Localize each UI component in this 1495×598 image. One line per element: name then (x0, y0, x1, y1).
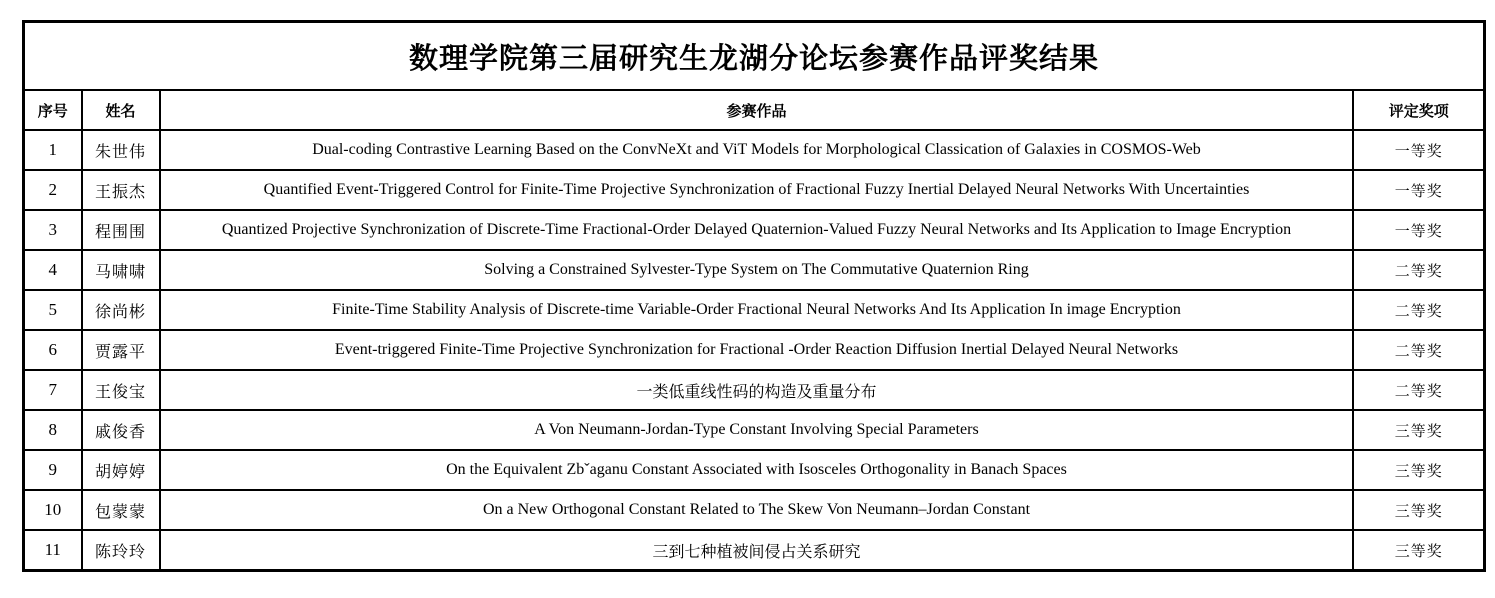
row-number-cell: 1 (24, 130, 82, 170)
table-row (24, 290, 1485, 330)
row-number-cell: 5 (24, 290, 82, 330)
work-title-cell: Quantified Event-Triggered Control for Finite-Time Projective Synchronization of Fractional Fuzzy Inertial Delayed Neural Networks With Uncertainties (160, 170, 1354, 210)
award-cell: 三等奖 (1353, 450, 1484, 490)
table-row (24, 130, 1485, 170)
work-title-cell: 三到七种植被间侵占关系研究 (160, 530, 1354, 571)
work-title-cell: A Von Neumann-Jordan-Type Constant Involving Special Parameters (160, 410, 1354, 450)
name-cell: 朱世伟 (82, 130, 160, 170)
awards-table (22, 20, 1486, 572)
award-cell: 一等奖 (1353, 170, 1484, 210)
name-cell: 王俊宝 (82, 370, 160, 410)
work-title-cell: Solving a Constrained Sylvester-Type System on The Commutative Quaternion Ring (160, 250, 1354, 290)
row-number-cell: 6 (24, 330, 82, 370)
column-header-work: 参赛作品 (160, 90, 1354, 130)
document-sheet (22, 20, 1486, 572)
work-title-cell: Finite-Time Stability Analysis of Discrete-time Variable-Order Fractional Neural Networks And Its Application In image Encryption (160, 290, 1354, 330)
name-cell: 程围围 (82, 210, 160, 250)
name-cell: 陈玲玲 (82, 530, 160, 571)
table-row (24, 530, 1485, 571)
name-cell: 徐尚彬 (82, 290, 160, 330)
row-number-cell: 10 (24, 490, 82, 530)
row-number-cell: 7 (24, 370, 82, 410)
column-header-award: 评定奖项 (1353, 90, 1484, 130)
name-cell: 戚俊香 (82, 410, 160, 450)
award-cell: 三等奖 (1353, 530, 1484, 571)
page-title: 数理学院第三届研究生龙湖分论坛参赛作品评奖结果 (24, 22, 1485, 91)
table-row (24, 450, 1485, 490)
award-cell: 二等奖 (1353, 370, 1484, 410)
award-cell: 一等奖 (1353, 210, 1484, 250)
work-title-cell: On the Equivalent Zbˇaganu Constant Associated with Isosceles Orthogonality in Banach Spaces (160, 450, 1354, 490)
award-cell: 三等奖 (1353, 490, 1484, 530)
column-header-no: 序号 (24, 90, 82, 130)
award-cell: 一等奖 (1353, 130, 1484, 170)
name-cell: 马啸啸 (82, 250, 160, 290)
name-cell: 胡婷婷 (82, 450, 160, 490)
table-row (24, 170, 1485, 210)
table-row (24, 210, 1485, 250)
table-row (24, 370, 1485, 410)
work-title-cell: Dual-coding Contrastive Learning Based on the ConvNeXt and ViT Models for Morphological Classication of Galaxies in COSMOS-Web (160, 130, 1354, 170)
table-row (24, 410, 1485, 450)
work-title-cell: Event-triggered Finite-Time Projective Synchronization for Fractional -Order Reaction Diffusion Inertial Delayed Neural Networks (160, 330, 1354, 370)
work-title-cell: On a New Orthogonal Constant Related to The Skew Von Neumann–Jordan Constant (160, 490, 1354, 530)
title-row (24, 22, 1485, 91)
table-row (24, 490, 1485, 530)
table-header-row (24, 90, 1485, 130)
award-cell: 二等奖 (1353, 250, 1484, 290)
work-title-cell: 一类低重线性码的构造及重量分布 (160, 370, 1354, 410)
name-cell: 王振杰 (82, 170, 160, 210)
name-cell: 贾露平 (82, 330, 160, 370)
row-number-cell: 11 (24, 530, 82, 571)
name-cell: 包蒙蒙 (82, 490, 160, 530)
row-number-cell: 3 (24, 210, 82, 250)
row-number-cell: 8 (24, 410, 82, 450)
column-header-name: 姓名 (82, 90, 160, 130)
table-row (24, 330, 1485, 370)
award-cell: 三等奖 (1353, 410, 1484, 450)
table-row (24, 250, 1485, 290)
award-cell: 二等奖 (1353, 330, 1484, 370)
row-number-cell: 2 (24, 170, 82, 210)
row-number-cell: 4 (24, 250, 82, 290)
row-number-cell: 9 (24, 450, 82, 490)
award-cell: 二等奖 (1353, 290, 1484, 330)
work-title-cell: Quantized Projective Synchronization of Discrete-Time Fractional-Order Delayed Quaternion-Valued Fuzzy Neural Networks and Its Application to Image Encryption (160, 210, 1354, 250)
